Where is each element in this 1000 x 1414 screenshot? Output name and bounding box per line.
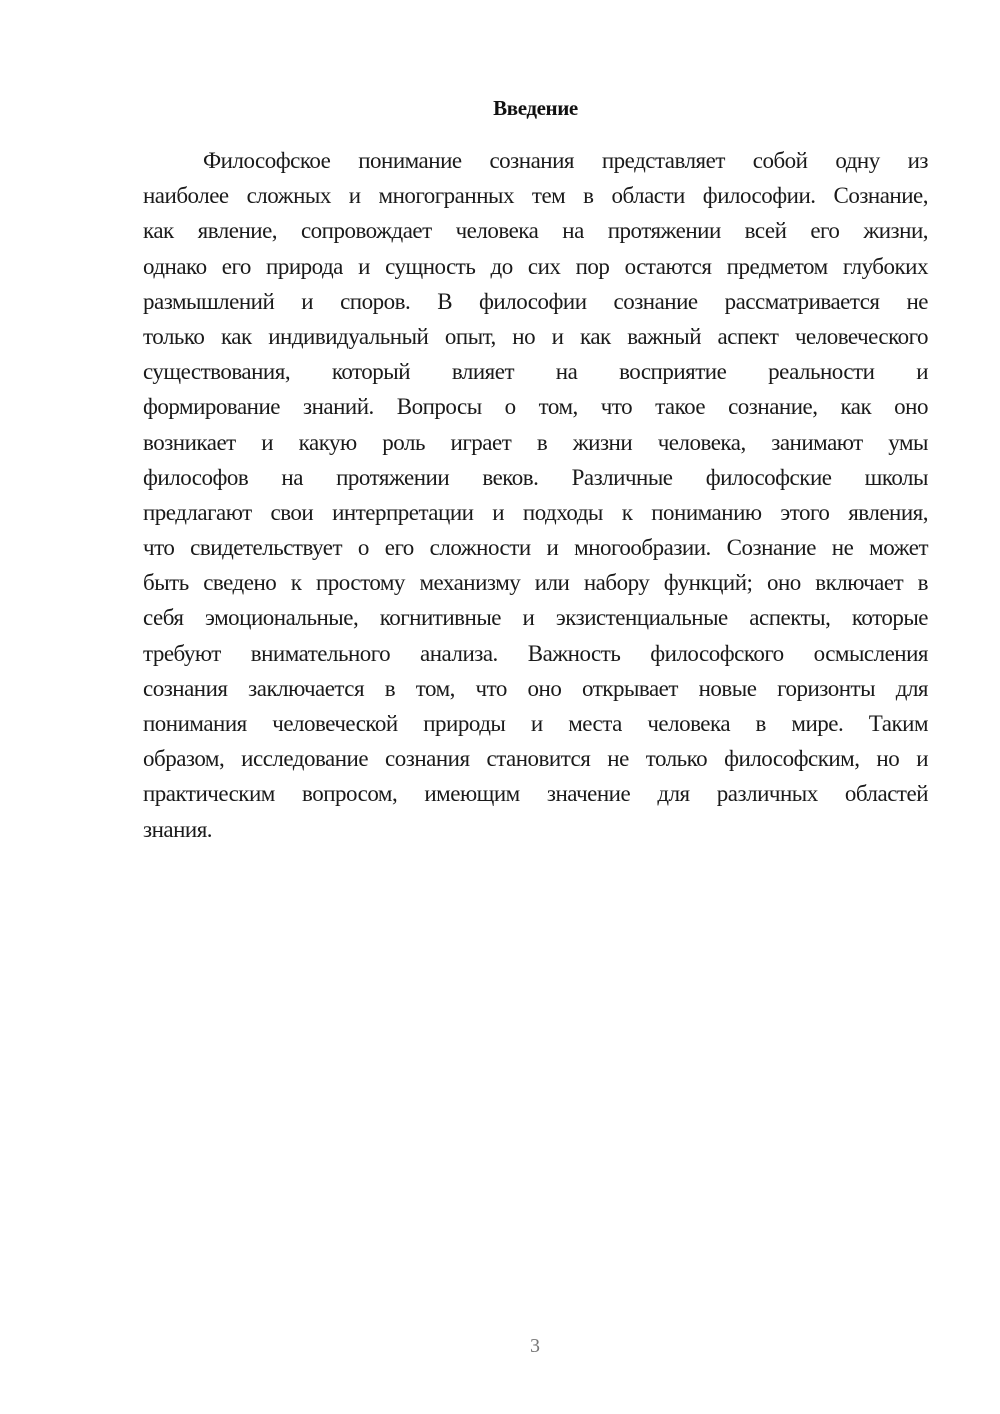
paragraph-line: Философское понимание сознания представляет собой одну из [203, 148, 928, 173]
page-number: 3 [530, 1335, 540, 1357]
paragraph-line: однако его природа и сущность до сих пор остаются предметом глубоких [143, 253, 928, 279]
paragraph-line: быть сведено к простому механизму или набору функций; оно включает в [143, 570, 928, 596]
paragraph-line: возникает и какую роль играет в жизни человека, занимают умы [143, 429, 928, 455]
paragraph-line: существования, который влияет на восприятие реальности и [143, 359, 928, 385]
paragraph-line: понимания человеческой природы и места человека в мире. Таким [143, 711, 928, 736]
paragraph-line: предлагают свои интерпретации и подходы к пониманию этого явления, [143, 499, 928, 525]
intro-paragraph [143, 143, 928, 847]
paragraph-line: формирование знаний. Вопросы о том, что такое сознание, как оно [143, 394, 928, 420]
paragraph-line: наиболее сложных и многогранных тем в области философии. Сознание, [143, 183, 928, 209]
paragraph-line: размышлений и споров. В философии сознание рассматривается не [143, 288, 928, 314]
paragraph-line: образом, исследование сознания становится не только философским, но и [143, 746, 928, 772]
section-heading: Введение [493, 96, 578, 120]
paragraph-line: философов на протяжении веков. Различные философские школы [143, 464, 928, 490]
paragraph-line: себя эмоциональные, когнитивные и экзистенциальные аспекты, которые [143, 605, 928, 631]
paragraph-line: как явление, сопровождает человека на протяжении всей его жизни, [143, 218, 928, 244]
paragraph-line: сознания заключается в том, что оно открывает новые горизонты для [143, 675, 928, 701]
paragraph-line: что свидетельствует о его сложности и многообразии. Сознание не может [143, 535, 928, 561]
paragraph-line: требуют внимательного анализа. Важность философского осмысления [143, 640, 928, 666]
paragraph-line: только как индивидуальный опыт, но и как важный аспект человеческого [143, 323, 928, 349]
paragraph-line: знания. [143, 816, 213, 842]
paragraph-line: практическим вопросом, имеющим значение для различных областей [143, 781, 928, 807]
